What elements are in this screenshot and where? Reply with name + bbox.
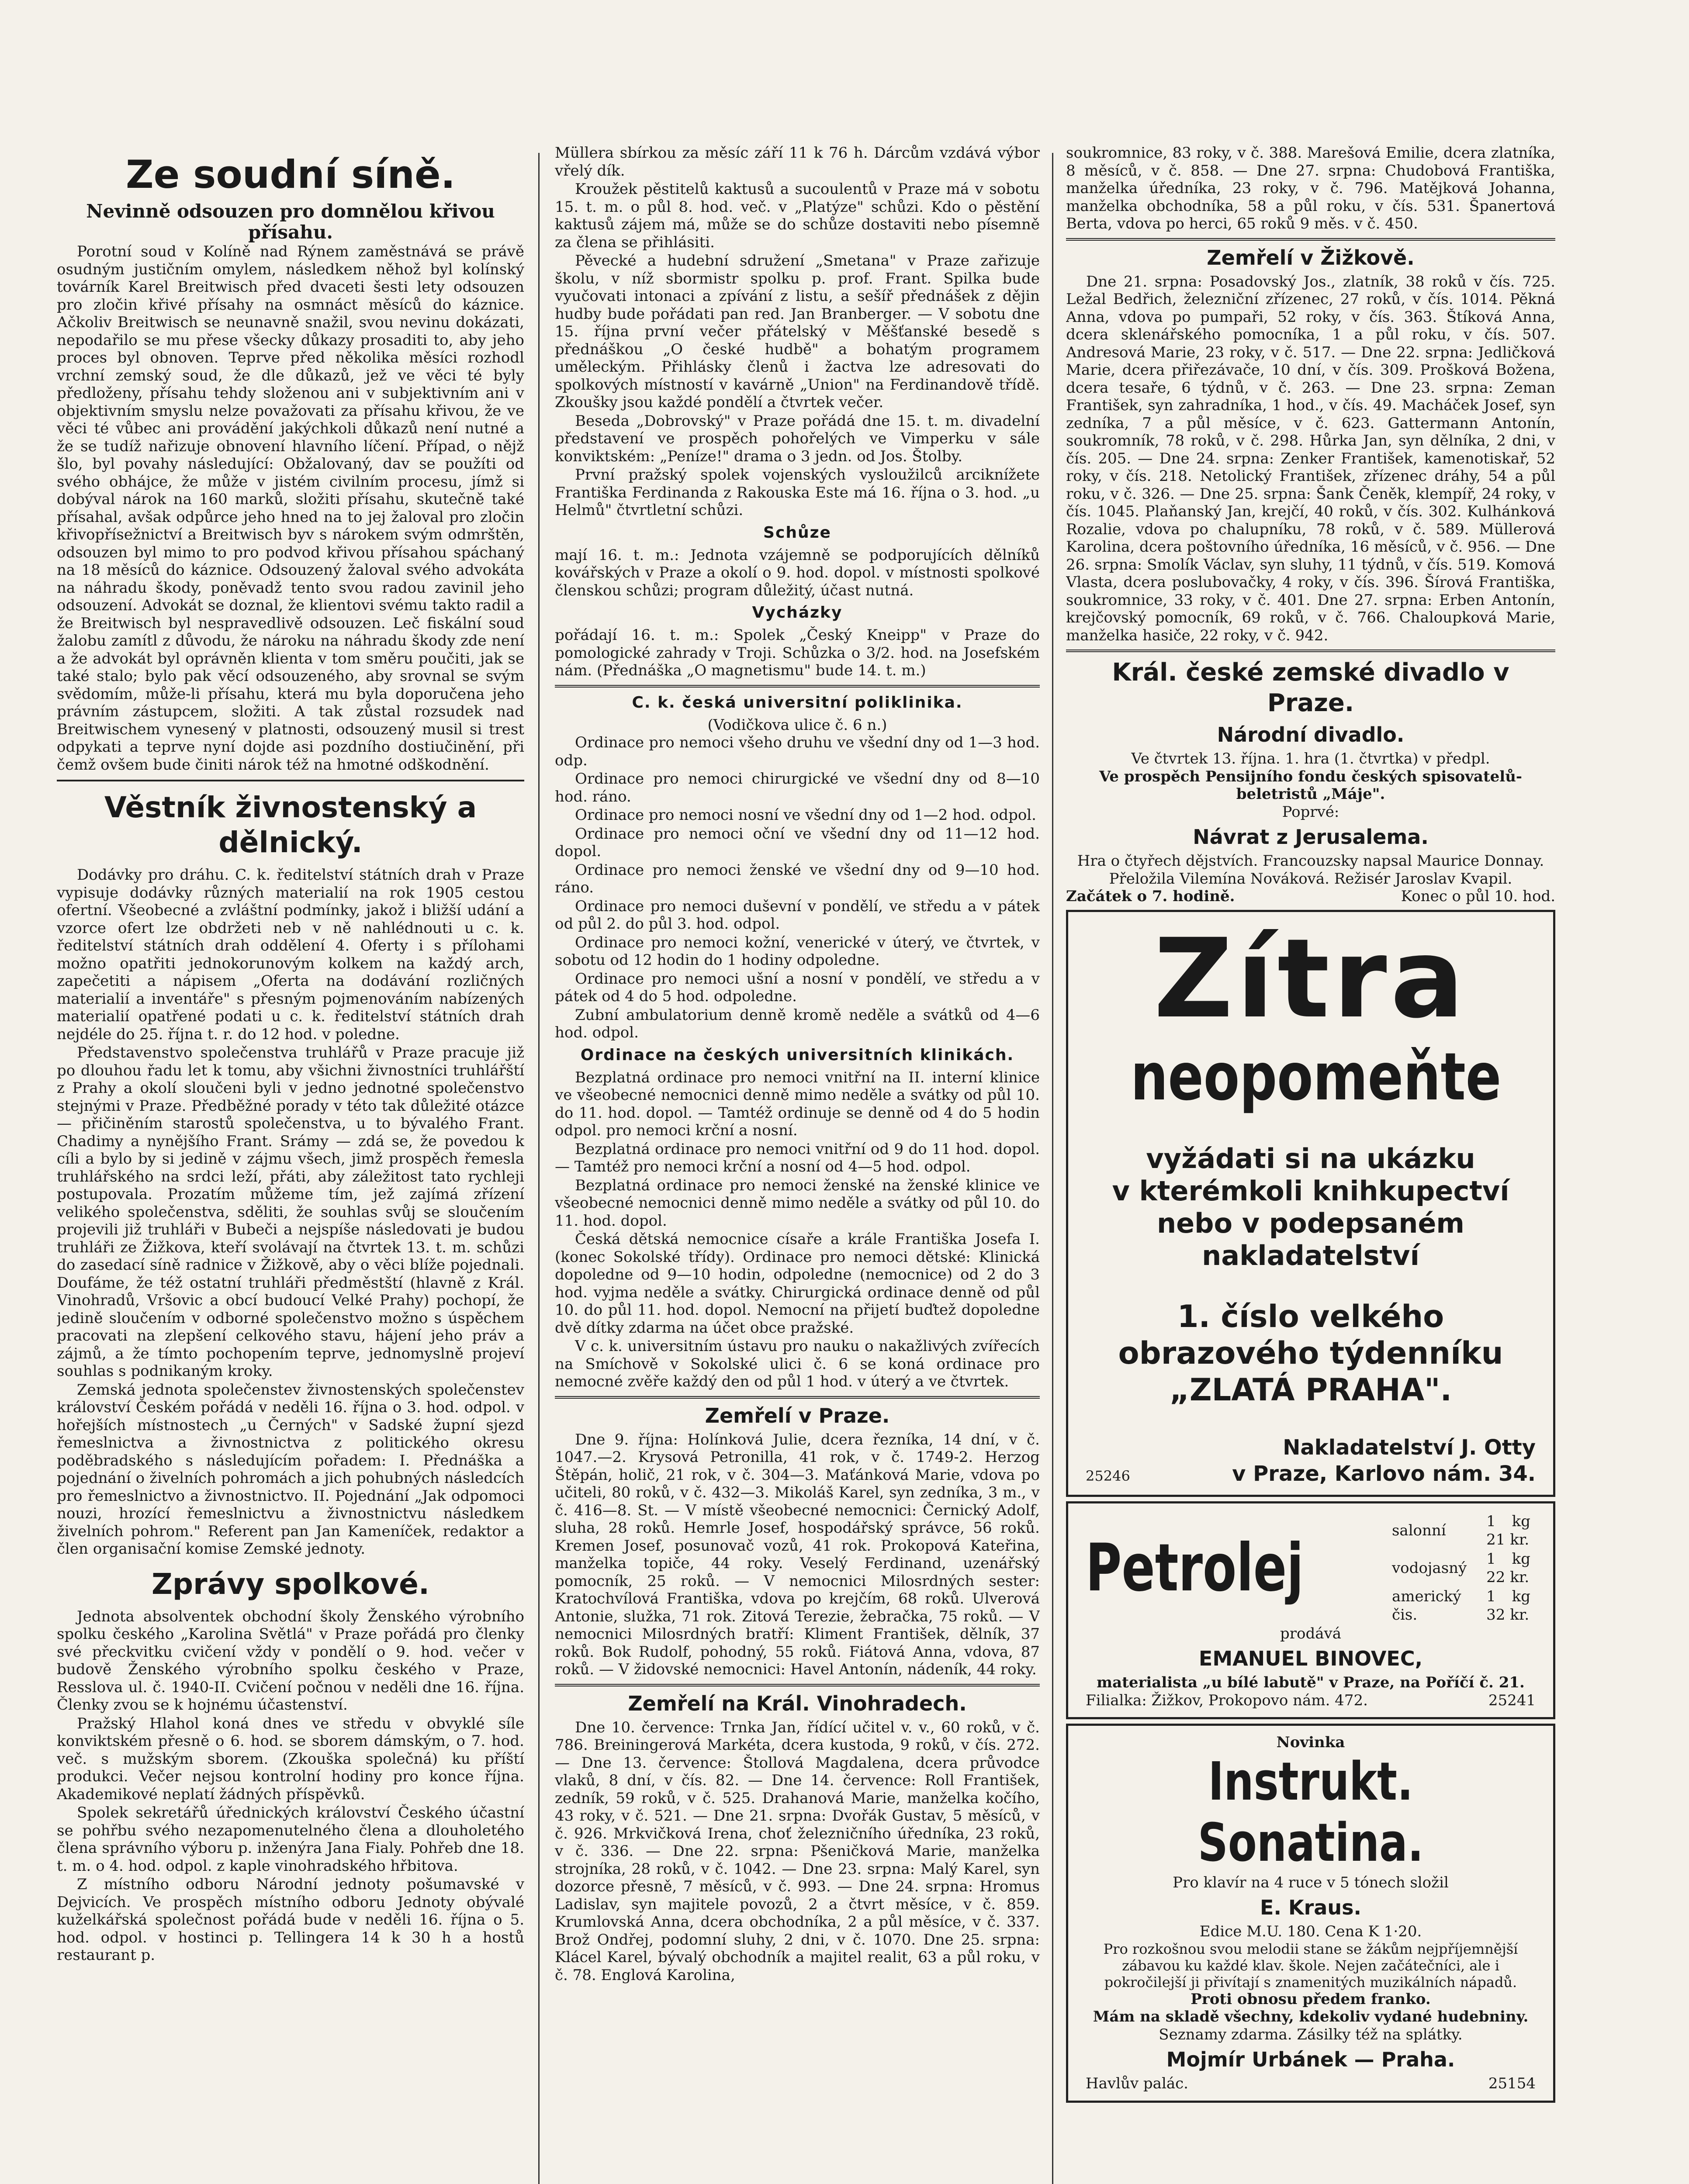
ad-line-2: v kterémkoli knihkupectví nebo v podepsaném nakladatelství [1112, 1175, 1509, 1272]
ad-zlata-praha [1066, 910, 1555, 1497]
petrolej-header [1086, 1511, 1536, 1625]
subsection-title-zemreli-praha: Zemřelí v Praze. [705, 1403, 890, 1427]
article-paragraph: mají 16. t. m.: Jednota vzájemně se podporujících dělníků kovářských v Praze a okolí o 9. hod. dopol. v místnosti spolkové členskou schůzi; program důležitý, účast nutná. [555, 546, 1040, 599]
ordinace-item: Česká dětská nemocnice císaře a krále Františka Josefa I. (konec Sokolské třídy). Ordinace pro nemoci dětské: Klinická dopoledne od 9—10 hodin, odpoledne (nemocnice) od 2 do 3 hod. vyjma neděle a svátky. Chirurgická ordinace denně od půl 10. do půl 11. hod. dopol. Nemocní na přijetí buďtež dopoledne dvě dítky zdarma na účet obce pražské. [555, 1230, 1040, 1337]
divider [555, 1684, 1040, 1686]
subsection-title-zizkov: Zemřelí v Žižkově. [1207, 245, 1415, 270]
price-label: americký čis. [1391, 1587, 1461, 1624]
subsection-title-schuze: Schůze [763, 523, 831, 542]
column-2 [555, 144, 1040, 2184]
section-title-spolky: Zprávy spolkové. [151, 1567, 430, 1601]
article-paragraph: Porotní soud v Kolíně nad Rýnem zaměstnává se právě osudným justičním omylem, následkem něhož byl kolínský továrník Karel Breitwisch před dvaceti šesti lety odsouzen pro zločin křivé přísahy na osmnáct měsíců do káznice. Ačkoliv Breitwisch se neunavně snažil, svou nevinu dokázati, nepodařilo se mu přese všecky důkazy prosaditi to, aby jeho proces byl obnoven. Teprve před několika měsíci rozhodl vrchní zemský soud, že dle důkazů, jež ve věci té byly předloženy, přísahu tehdy složenou ani v subjektivním ani v objektivním smyslu nelze považovati za přísahu křivou, že ve věci té vůbec ani provádění jakýchkoli důkazů není nutné a že se tudíž nařizuje obnovení hlavního líčení. Případ, o nějž šlo, byl povahy následující: Obžalovaný, dav se použíti od svého obhájce, že může v jistém civilním procesu, jímž si dobýval nárok na 160 marků, složiti přísahu, skutečně také přísahal, avšak odpůrce jeho hned na to jej žaloval pro zločin křivopřísežnictví a Breitwisch byv s nárokem svým odmrštěn, odsouzen byl mimo to pro podvod křivou přísahou spáchaný na 18 měsíců do káznice. Odsouzený žaloval svého advokáta na náhradu škody, poněvadž tento svou radou zavinil jeho odsouzení. Advokát se doznal, že klientovi svému takto radil a že Breitwisch byl nespravedlivě odsouzen. Leč fiskální soud žalobu zamítl z důvodu, že nároku na náhradu škody zde není a že advokát byl oprávněn klienta v tom směru poučiti, jak se také stalo; bylo pak věcí odsouzeného, aby srovnal se svým svědomím, může-li přísahu, která mu byla doporučena jeho právním zástupcem, složiti. A tak zůstal rozsudek nad Breitwischem vynesený v platnosti, odsouzený musil si trest odpykati a teprve nyní dojde asi pozdního dostiučinění, při čemž ovšem bude činiti nárok též na hmotné odškodnění. [57, 243, 524, 774]
theatre-benefit: Ve prospěch Pensijního fondu českých spisovatelů-beletristů „Máje". [1099, 767, 1523, 803]
sonatina-shop2: Havlův palác. [1086, 2075, 1188, 2092]
petrolej-address: materialista „u bílé labutě" v Praze, na Poříčí č. 21. [1097, 1674, 1525, 1691]
column-1 [57, 144, 524, 2184]
obituary-list: Dne 21. srpna: Posadovský Jos., zlatník, 38 roků v čís. 725. Ležal Bedřich, železniční zřízenec, 27 roků, v čís. 1014. Pěkná Anna, vdova po pumpaři, 52 roky, v čís. 363. Štíková Anna, dcera sklenářského pomocníka, 1 a půl roku, v čís. 507. Andresová Marie, 23 roky, v č. 517. — Dne 22. srpna: Jedličková Marie, dcera přiřezávače, 10 dní, v čís. 309. Prošková Božena, dcera tesaře, 6 týdnů, v č. 263. — Dne 23. srpna: Zeman František, syn zahradníka, 1 hod., v čís. 49. Macháček Josef, syn zedníka, 7 a půl měsíce, v č. 623. Gattermann Antonín, soukromník, 78 roků, v č. 298. Hůrka Jan, syn dělníka, 2 dni, v čís. 205. — Dne 24. srpna: Zenker František, kamenotiskař, 52 roky, v čís. 218. Netolický František, zřízenec dráhy, 54 a půl roku, v č. 326. — Dne 25. srpna: Šank Čeněk, klempíř, 24 roky, v čís. 1045. Plaňanský Jan, krejčí, 40 roků, v čís. 302. Kulhánková Rozalie, vdova po chalupníku, 78 roků, v č. 589. Müllerová Karolina, dcera poštovního úředníka, 16 měsíců, v č. 956. — Dne 26. srpna: Smolík Václav, syn sluhy, 11 týdnů, v čís. 519. Komová Vlasta, dcera poslubovačky, 4 roky, v čís. 396. Šírová Františka, soukromnice, 33 roky, v č. 401. Dne 27. srpna: Erben Antonín, krejčovský pomocník, 69 roků, v č. 766. Chaloupková Marie, manželka hasiče, 22 roky, v č. 942. [1066, 273, 1555, 644]
theatre-announcement [1066, 657, 1555, 905]
ad-line-1: vyžádati si na ukázku [1146, 1142, 1475, 1175]
sonatina-novinka: Novinka [1276, 1734, 1345, 1751]
poliklinika-address: (Vodičkova ulice č. 6 n.) [707, 716, 887, 734]
price-row [1388, 1550, 1535, 1586]
column-3 [1066, 144, 1555, 2184]
ordinace-item: Ordinace pro nemoci oční ve všední dny od 11—12 hod. dopol. [555, 825, 1040, 860]
ad-zitra-headline: Zítra [1153, 915, 1468, 1042]
article-paragraph: Pražský Hlahol koná dnes ve středu v obvyklé síle konviktském přesně o 6. hod. se sborem dámským, o 7. hod. več. s mužským sborem. (Zkouška společná) ku příští produkci. Večer nejsou kontrolní hodiny pro konce října. Akademikové neplatí žádných příspěvků. [57, 1714, 524, 1803]
sonatina-author: E. Kraus. [1260, 1896, 1361, 1919]
ad-publisher: Nakladatelství J. Otty [1283, 1435, 1536, 1460]
ordinace-item: Ordinace pro nemoci nosní ve všední dny od 1—2 hod. odpol. [575, 806, 1036, 824]
ad-sonatina [1066, 1724, 1555, 2103]
article-paragraph: Pěvecké a hudební sdružení „Smetana" v Praze zařizuje školu, v níž sbormistr spolku p. prof. Frant. Spilka bude vyučovati intonaci a zpívání z listu, a sešíř přednášek z dějin hudby bude pořádati pan red. Jan Branberger. — V sobotu dne 15. října první večer přátelský v Měšťanské besedě s přednáškou „O české hudbě" a bohatým programem uměleckým. Přihlásky členů i žactva lze adresovati do spolkových místností v kavárně „Union" na Ferdinandově třídě. Zkoušky jsou každé pondělí a čtvrtek večer. [555, 252, 1040, 411]
article-paragraph: Zemská jednota společenstev živnostenských společenstev království Českém pořádá v neděli 16. října o 3. hod. odpol. v hořejších místnostech „u Černých" v Sadské župní sjezd řemeslnictva a živnostnictva z politického okresu poděbradského s následujícím pořadem: I. Přednáška a pojednání o živelních pohromách a jich pohubných následcích pro řemeslnictvo a živnostnictvo. II. Pojednání „Jak odpomoci nouzi, hrozící řemeslnictvu a živnostnictvu následkem živelních pohrom." Referent pan Jan Kameníček, redaktor a člen organisační komise Zemské jednoty. [57, 1381, 524, 1558]
sonatina-edition: Edice M.U. 180. Cena K 1·20. [1199, 1923, 1422, 1940]
theatre-end: Konec o půl 10. hod. [1401, 888, 1555, 905]
sonatina-stock: Mám na skladě všechny, kdekoliv vydané hudebniny. [1093, 2008, 1529, 2025]
ordinace-item: Ordinace pro nemoci ušní a nosní v pondělí, ve středu a v pátek od 4 do 5 hod. odpoledne. [555, 970, 1040, 1005]
ad-neopomente: neopomeňte [1131, 1039, 1502, 1115]
divider [555, 685, 1040, 688]
ad-petrolej [1066, 1501, 1555, 1720]
subsection-title-kliniky: Ordinace na českých universitních klinikách. [580, 1046, 1014, 1064]
article-paragraph: První pražský spolek vojenských vysloužilců arciknížete Františka Ferdinanda z Rakouska Este má 16. října o 3. hod. „u Helmů" čtvrtletní schůzi. [555, 466, 1040, 519]
article-paragraph: Kroužek pěstitelů kaktusů a sucoulentů v Praze má v sobotu 15. t. m. o půl 8. hod. več. v „Platýze" schůzi. Kdo o pěstění kaktusů zájem má, může se do schůze dostaviti nebo písemně za člena se přihlásiti. [555, 180, 1040, 251]
price-row [1388, 1587, 1535, 1624]
theatre-date: Ve čtvrtek 13. října. 1. hra (1. čtvrtka) v předpl. [1131, 750, 1490, 767]
ordinace-item: Bezplatná ordinace pro nemoci ženské na ženské klinice ve všeobecné nemocnici denně mimo neděle a svátky od půl 10. do 11. hod. dopol. [555, 1176, 1040, 1230]
sonatina-desc: Pro rozkošnou svou melodii stane se žákům nejpříjemnější zábavou ku každé klav. škole. Nejen začátečníci, ale i pokročilejší ji přivítají s znamenitých muzikálních nápadů. [1103, 1940, 1518, 1990]
ad-number: 25246 [1086, 1467, 1130, 1484]
petrolej-seller: EMANUEL BINOVEC, [1198, 1647, 1423, 1670]
theatre-desc: Hra o čtyřech dějstvích. Francouzsky napsal Maurice Donnay. Přeložila Vilemína Nováková. Režisér Jaroslav Kvapil. [1077, 852, 1544, 888]
divider [57, 780, 524, 781]
price-label: vodojasný [1391, 1559, 1467, 1577]
ad-footer [1086, 1461, 1536, 1487]
article-paragraph: Jednota absolventek obchodní školy Ženského výrobního spolku českého „Karolina Světlá" v Praze pořádá pro členky své přeckvitku cvičení vždy v pondělí o 9. hod. večer v budově Ženského výrobního spolku českého v Praze, Resslova ul. č. 1940-II. Cvičení počnou v neděli dne 16. října. Členky zvou se k hojnému účastenství. [57, 1607, 524, 1714]
price-value: 1 kg 22 kr. [1486, 1550, 1530, 1586]
sonatina-send: Proti obnosu předem franko. [1191, 1990, 1431, 2008]
petrolej-footer [1086, 1692, 1536, 1710]
sonatina-for: Pro klavír na 4 ruce v 5 tónech složil [1173, 1873, 1449, 1891]
article-paragraph: Představenstvo společenstva truhlářů v Praze pracuje již po dlouhou řadu let k tomu, aby všichni živnostníci truhlářští z Prahy a okolí sloučeni byli v jedno jednotné společenstvo stejnými v Praze. Předběžné porady v této tak důležité otázce — přičiněním starostů společenstva, u to bývalého Frant. Chadimy a nynějšího Frant. Srámy — zdá se, že povedou k cíli a bylo by si jedině v zájmu všech, jimž prospěch řemesla truhlářského na srdci leží, přáti, aby záležitost tato rychleji postupovala. Prozatím můžeme tím, jež zajímá zřízení velikého společenstva, sděliti, že souhlas svůj se sloučením projevili již truhláři v Bubeči a nejspíše následovati je budou truhláři ze Žižkova, kteří svolávají na čtvrtek 13. t. m. schůzi do zasedací síně radnice v Žižkově, aby o věci blíže pojednali. Doufáme, že též ostatní truhláři předměstští (hlavně z Král. Vinohradů, Vršovic a obcí budoucí Velké Prahy) pochopí, že jedině sloučením v odborné společenstvo možno s úspěchem pracovati na zlepšení celkového stavu, hájení jeho práv a zájmů, a že tímto pochopením teprve, jednomyslně projeví souhlas s podnikaným kroky. [57, 1044, 524, 1380]
petrolej-sells: prodává [1280, 1624, 1341, 1642]
article-paragraph: Beseda „Dobrovský" v Praze pořádá dne 15. t. m. divadelní představení ve prospěch pohořelých ve Vimperku v sále konviktském: „Peníze!" drama o 3 jedn. od Jos. Štolby. [555, 412, 1040, 465]
subsection-title-poliklinika: C. k. česká universitní poliklinika. [632, 693, 963, 712]
section-title-vestnik: Věstník živnostenský a dělnický. [104, 791, 477, 859]
article-paragraph: Z místního odboru Národní jednoty pošumavské v Dejvicích. Ve prospěch místního odboru Jednoty obývalé kuželkářská společnost pořádá bude v neděli 16. října o 5. hod. odpol. v hostinci p. Tellingera 14 k 30 h a hostů restaurant p. [57, 1876, 524, 1964]
petrolej-filialka: Filialka: Žižkov, Prokopovo nám. 472. [1086, 1691, 1368, 1709]
column-rule [1052, 153, 1053, 2184]
subsection-title-vychazky: Vycházky [752, 604, 843, 622]
column-rule [538, 153, 540, 2184]
sonatina-title: Instrukt. Sonatina. [1198, 1751, 1424, 1873]
sonatina-number: 25154 [1488, 2075, 1536, 2092]
ordinace-item: Ordinace pro nemoci kožní, venerické v úterý, ve čtvrtek, v sobotu od 12 hodin do 1 hodiny odpoledne. [555, 933, 1040, 969]
article-headline: Nevinně odsouzen pro domnělou křivou přísahu. [86, 200, 495, 243]
ordinace-item: Zubní ambulatorium denně kromě neděle a svátků od 4—6 hod. odpol. [555, 1006, 1040, 1041]
theatre-title: Král. české zemské divadlo v Praze. [1112, 658, 1509, 717]
petrolej-number: 25241 [1488, 1691, 1536, 1709]
ordinace-item: Ordinace pro nemoci všeho druhu ve všední dny od 1—3 hod. odp. [555, 734, 1040, 769]
subsection-title-zemreli-vinohrady: Zemřelí na Král. Vinohradech. [628, 1691, 967, 1715]
price-label: salonní [1391, 1521, 1446, 1539]
ad-address: v Praze, Karlovo nám. 34. [1232, 1461, 1536, 1486]
price-value: 1 kg 32 kr. [1486, 1587, 1530, 1624]
theatre-subtitle: Národní divadlo. [1217, 723, 1405, 746]
ad-line-3: 1. číslo velkého obrazového týdenníku „ZLATÁ PRAHA". [1118, 1298, 1503, 1408]
obituary-list: Dne 10. července: Trnka Jan, řídící učitel v. v., 60 roků, v č. 786. Breiningerová Markéta, dcera kustoda, 9 roků, v čís. 272. — Dne 13. července: Štollová Magdalena, dcera průvodce vlaků, 8 dní, v čís. 82. — Dne 14. července: Roll František, zedník, 59 roků, v č. 525. Drahanová Marie, manželka kočího, 43 roky, v č. 521. — Dne 21. srpna: Dvořák Gustav, 5 měsíců, v č. 926. Mrkvičková Irena, choť železničního úředníka, 23 roků, v č. 336. — Dne 22. srpna: Pšeničková Marie, manželka strojníka, 28 roků, v č. 1042. — Dne 23. srpna: Malý Karel, syn dozorce přesně, 7 měsíců, v č. 993. — Dne 24. srpna: Hromus Ladislav, syn majitele povozů, 2 a čtvrt měsíce, v č. 859. Krumlovská Anna, dcera obchodníka, 2 a půl měsíce, v č. 337. Brož Ondřej, podomní sluhy, 2 dni, v č. 1070. Dne 25. srpna: Klácel Karel, bývalý obchodník a majitel realit, 63 a půl roku, v č. 78. Englová Karolina, [555, 1718, 1040, 1984]
ordinace-item: V c. k. universitním ústavu pro nauku o nakažlivých zvířecích na Smíchově v Sokolské ulici č. 6 se koná ordinace pro nemocné zvěře každý den od půl 1 hod. v úterý a ve čtvrtek. [555, 1337, 1040, 1390]
sonatina-footer [1086, 2075, 1536, 2093]
ordinace-item: Bezplatná ordinace pro nemoci vnitřní od 9 do 11 hod. dopol. — Tamtéž pro nemoci krční a nosní od 4—5 hod. odpol. [555, 1140, 1040, 1175]
sonatina-shop: Mojmír Urbánek — Praha. [1166, 2048, 1455, 2071]
article-paragraph: Müllera sbírkou za měsíc září 11 k 76 h. Dárcům vzdává výbor vřelý dík. [555, 144, 1040, 180]
theatre-first: Poprvé: [1282, 803, 1339, 821]
price-value: 1 kg 21 kr. [1486, 1512, 1530, 1548]
article-paragraph: Dodávky pro dráhu. C. k. ředitelství státních drah v Praze vypisuje dodávky různých materialií na rok 1905 cestou ofertní. Všeobecné a zvláštní podmínky, jakož i bližší udání a vzorce ofert lze obdržeti neb v ně nahlédnouti u c. k. ředitelství státních drah oddělení 4. Oferty i s přílohami možno opatřiti jednokorunovým kolkem na každý arch, zapečetiti a nápisem „Oferta na dodávání rozličných materialií a inventáře" s přesným pojmenováním nabízených materialií opatřené podati u c. k. ředitelství státních drah nejdéle do 25. října t. r. do 12 hod. v poledne. [57, 866, 524, 1043]
ordinace-item: Ordinace pro nemoci chirurgické ve všední dny od 8—10 hod. ráno. [555, 770, 1040, 805]
section-title-court: Ze soudní síně. [125, 152, 456, 197]
ordinace-item: Bezplatná ordinace pro nemoci vnitřní na II. interní klinice ve všeobecné nemocnici denně mimo neděle a svátky od půl 10. do 11. hod. dopol. — Tamtéž ordinuje se denně od 4 do 5 hodin odpol. pro nemoci krční a nosní. [555, 1068, 1040, 1139]
sonatina-list: Seznamy zdarma. Zásilky též na splátky. [1159, 2025, 1463, 2043]
theatre-times [1066, 888, 1555, 905]
article-paragraph: pořádají 16. t. m.: Spolek „Český Kneipp" v Praze do pomologické zahrady v Troji. Schůzka o 3/2. hod. na Josefském nám. (Přednáška „O magnetismu" bude 14. t. m.) [555, 626, 1040, 679]
theatre-play: Návrat z Jerusalema. [1193, 825, 1429, 849]
theatre-start: Začátek o 7. hodině. [1066, 888, 1235, 905]
obituary-list: Dne 9. října: Holínková Julie, dcera řezníka, 14 dní, v č. 1047.—2. Krysová Petronilla, 41 rok, v č. 1749-2. Herzog Štěpán, holič, 21 rok, v č. 304—3. Maťánková Marie, vdova po učiteli, 80 roků, v č. 432—3. Mikoláš Karel, syn zedníka, 3 m., v č. 416—8. St. — V místě všeobecné nemocnici: Černický Adolf, sluha, 28 roků. Hemrle Josef, hospodářský správce, 56 roků. Kremen Josef, posunovač vozů, 41 rok. Prokopová Kateřina, manželka topiče, 44 roky. Veselý Ferdinand, uzenářský pomocník, 25 roků. — V nemocnici Milosrdných sester: Kratochvílová Františka, vdova po krejčím, 68 roků. Ulverová Antonie, služka, 71 rok. Zitová Terezie, žebračka, 75 roků. — V nemocnici Milosrdných bratří: Kliment František, dělník, 37 roků. Bok Rudolf, pohodný, 55 roků. Fiátová Anna, vdova, 87 roků. — V židovské nemocnici: Havel Antonín, nádeník, 44 roky. [555, 1431, 1040, 1678]
price-row [1388, 1512, 1535, 1549]
divider [555, 1396, 1040, 1399]
petrolej-prices [1387, 1511, 1536, 1625]
divider [1066, 238, 1555, 241]
petrolej-title: Petrolej [1086, 1530, 1304, 1606]
divider [1066, 650, 1555, 652]
article-paragraph: Spolek sekretářů úřednických království Českého účastní se pohřbu svého nezapomenutelného člena a dlouholetého člena správního výboru p. inženýra Jana Fialy. Pohřeb dne 18. t. m. o 4. hod. odpol. z kaple vinohradského hřbitova. [57, 1804, 524, 1875]
obituary-list: soukromnice, 83 roky, v č. 388. Marešová Emilie, dcera zlatníka, 8 měsíců, v č. 858. — Dne 27. srpna: Chudobová Františka, manželka úředníka, 23 roky, v č. 796. Matějková Johanna, manželka obchodníka, 58 a půl roku, v čís. 531. Španertová Berta, vdova po herci, 65 roků 9 měs. v č. 450. [1066, 144, 1555, 232]
ordinace-item: Ordinace pro nemoci ženské ve všední dny od 9—10 hod. ráno. [555, 861, 1040, 896]
ordinace-item: Ordinace pro nemoci duševní v pondělí, ve středu a v pátek od půl 2. do půl 3. hod. odpol. [555, 897, 1040, 933]
